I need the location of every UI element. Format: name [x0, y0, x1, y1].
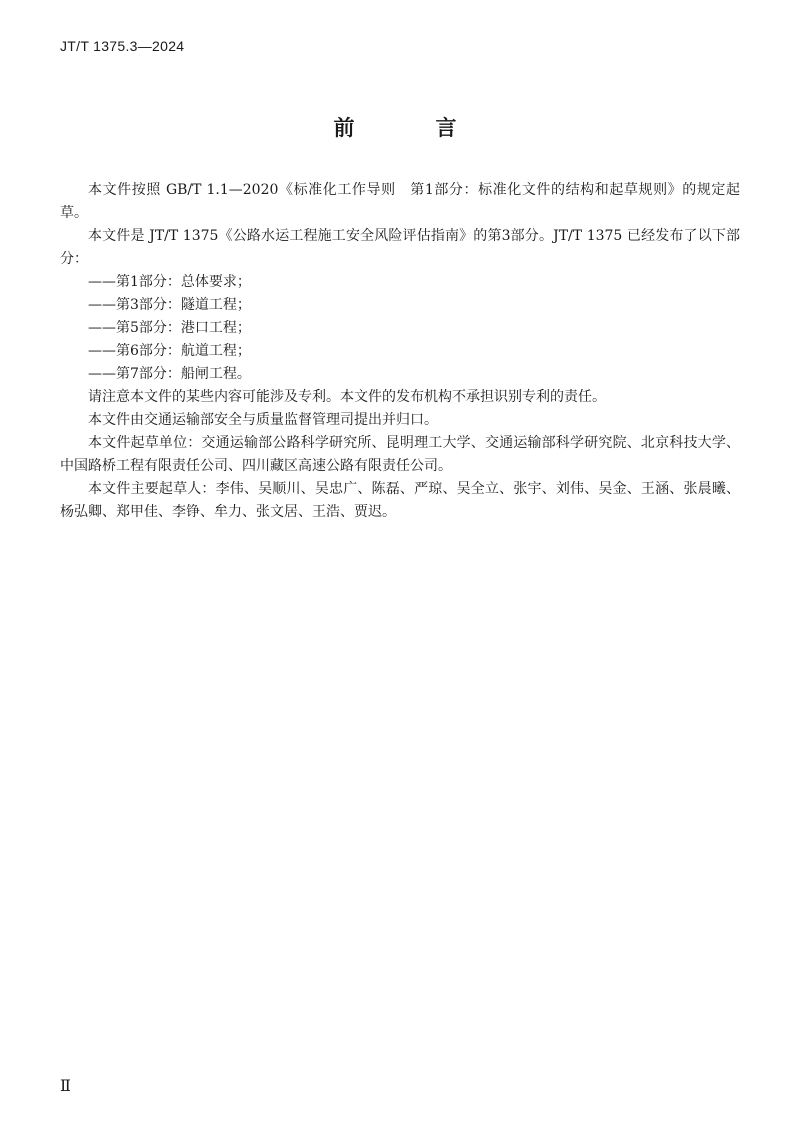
paragraph-series-intro: 本文件是 JT/T 1375《公路水运工程施工安全风险评估指南》的第3部分。JT/T 1375 已经发布了以下部分：: [60, 228, 740, 267]
paragraph-proposer: 本文件由交通运输部安全与质量监督管理司提出并归口。: [88, 412, 438, 428]
paragraph-drafting-rules: 本文件按照 GB/T 1.1—2020《标准化工作导则 第1部分：标准化文件的结构和起草规则》的规定起草。: [60, 182, 740, 221]
list-item-part-3: ——第3部分：隧道工程；: [88, 297, 251, 313]
list-item-part-6: ——第6部分：航道工程；: [88, 343, 251, 359]
page-title: 前 言: [333, 116, 487, 140]
paragraph-drafters: 本文件主要起草人：李伟、吴顺川、吴忠广、陈磊、严琼、吴全立、张宇、刘伟、吴金、王涵、张晨曦、杨弘卿、郑甲佳、李铮、牟力、张文居、王浩、贾迟。: [60, 481, 740, 520]
list-item-part-7: ——第7部分：船闸工程。: [88, 366, 251, 382]
document-code: JT/T 1375.3—2024: [60, 38, 185, 54]
list-item-part-1: ——第1部分：总体要求；: [88, 274, 251, 290]
paragraph-drafting-units: 本文件起草单位：交通运输部公路科学研究所、昆明理工大学、交通运输部科学研究院、北京科技大学、中国路桥工程有限责任公司、四川藏区高速公路有限责任公司。: [60, 435, 740, 474]
list-item-part-5: ——第5部分：港口工程；: [88, 320, 251, 336]
foreword-body: [60, 179, 740, 524]
page-number: Ⅱ: [60, 1076, 71, 1095]
paragraph-patent-notice: 请注意本文件的某些内容可能涉及专利。本文件的发布机构不承担识别专利的责任。: [88, 389, 606, 405]
